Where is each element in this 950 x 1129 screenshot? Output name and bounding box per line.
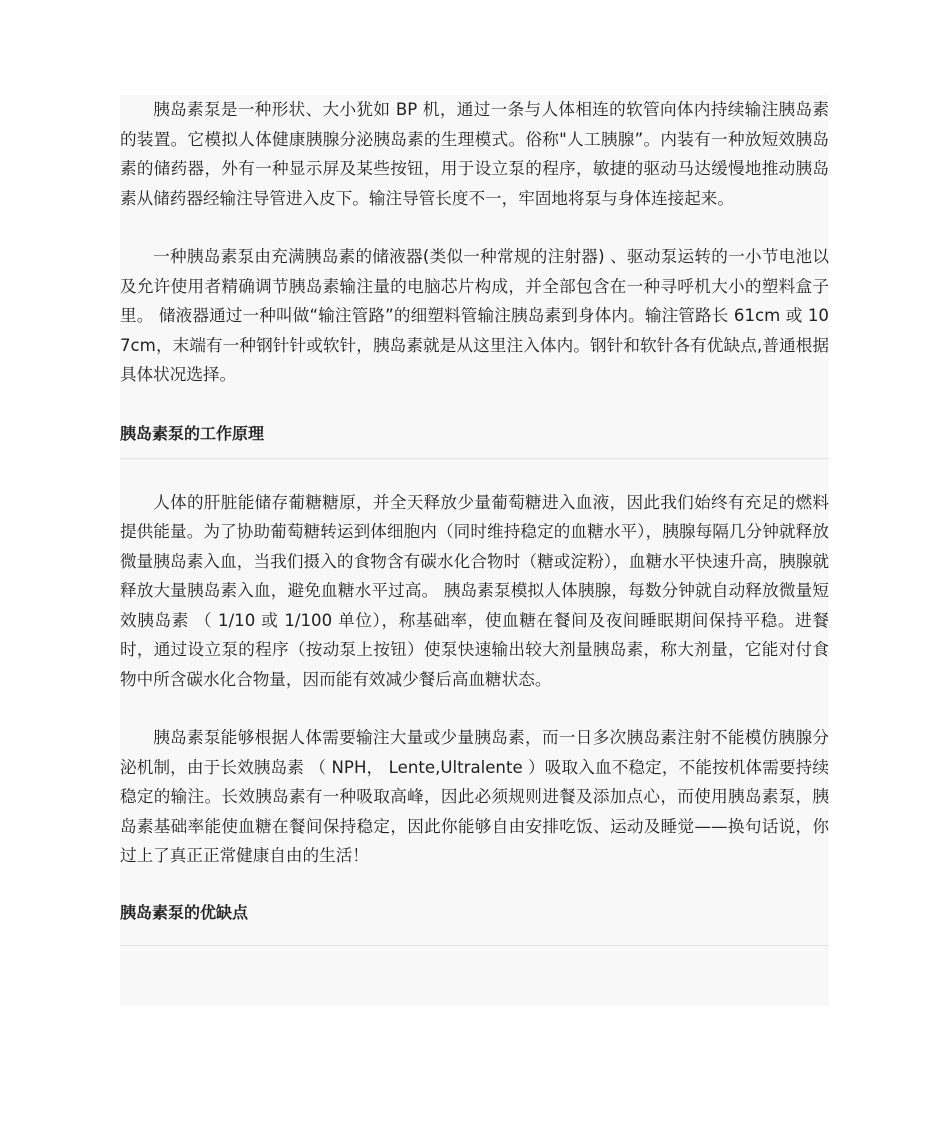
section-heading-pros-cons: 胰岛素泵的优缺点 (120, 902, 249, 922)
paragraph-pump-intro: 胰岛素泵是一种形状、大小犹如 BP 机，通过一条与人体相连的软管向体内持续输注胰岛素的装置。它模拟人体健康胰腺分泌胰岛素的生理模式。俗称"人工胰腺”。内装有一种放短效胰岛素的储药器，外有一种显示屏及某些按钮，用于设立泵的程序，敏捷的驱动马达缓慢地推动胰岛素从储药器经输注导管进入皮下。输注导管长度不一，牢固地将泵与身体连接起来。 (120, 100, 829, 208)
paragraph-pump-components: 一种胰岛素泵由充满胰岛素的储液器(类似一种常规的注射器) 、驱动泵运转的一小节电池以及允许使用者精确调节胰岛素输注量的电脑芯片构成，并全部包含在一种寻呼机大小的塑料盒子里。 储液器通过一种叫做“输注管路”的细塑料管输注胰岛素到身体内。输注管路长 61cm 或 107cm，末端有一种钢针针或软针，胰岛素就是从这里注入体内。钢针和软针各有优缺点,普通根据具体状况选择。 (120, 247, 829, 384)
article-content (120, 95, 829, 1006)
paragraph-pump-advantage: 胰岛素泵能够根据人体需要输注大量或少量胰岛素，而一日多次胰岛素注射不能模仿胰腺分泌机制，由于长效胰岛素 （ NPH， Lente,Ultralente ）吸取入血不稳定，不能按机体需要持续稳定的输注。长效胰岛素有一种吸取高峰，因此必须规则进餐及添加点心，而使用胰岛素泵，胰岛素基础率能使血糖在餐间保持稳定，因此你能够自由安排吃饭、运动及睡觉——换句话说，你过上了真正正常健康自由的生活！ (120, 728, 829, 865)
paragraph-liver-pancreas: 人体的肝脏能储存葡糖糖原，并全天释放少量葡萄糖进入血液，因此我们始终有充足的燃料提供能量。为了协助葡萄糖转运到体细胞内（同时维持稳定的血糖水平），胰腺每隔几分钟就释放微量胰岛素入血，当我们摄入的食物含有碳水化合物时（糖或淀粉），血糖水平快速升高，胰腺就释放大量胰岛素入血，避免血糖水平过高。 胰岛素泵模拟人体胰腺，每数分钟就自动释放微量短效胰岛素 （ 1/10 或 1/100 单位），称基础率，使血糖在餐间及夜间睡眠期间保持平稳。进餐时，通过设立泵的程序（按动泵上按钮）使泵快速输出较大剂量胰岛素，称大剂量，它能对付食物中所含碳水化合物量，因而能有效减少餐后高血糖状态。 (120, 492, 829, 689)
section-heading-working-principle: 胰岛素泵的工作原理 (120, 423, 265, 443)
divider (120, 945, 829, 946)
divider (120, 458, 829, 459)
